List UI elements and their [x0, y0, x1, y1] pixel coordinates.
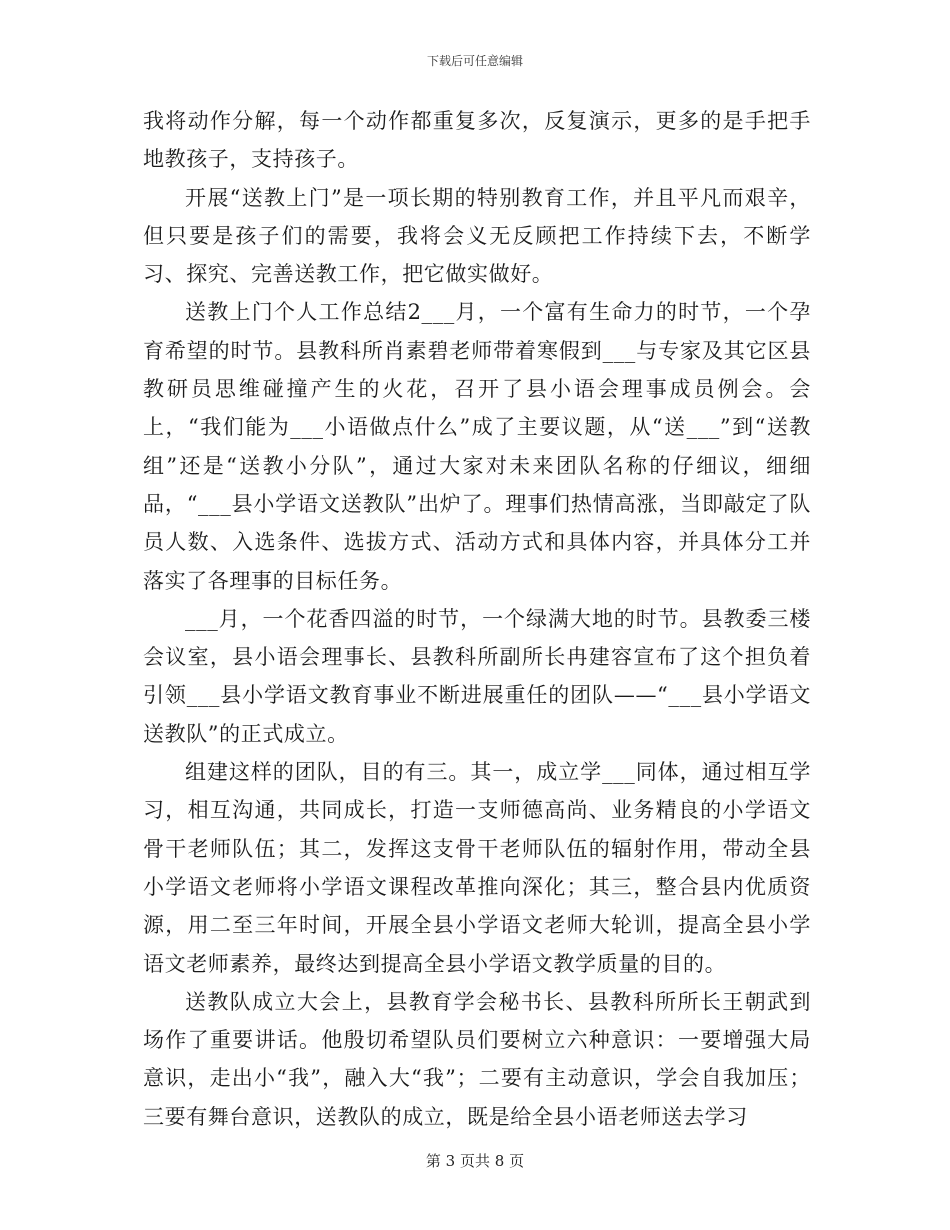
page-header: 下载后可任意编辑	[426, 54, 523, 68]
paragraph-3: 送教上门个人工作总结2___月，一个富有生命力的时节，一个孕育希望的时节。县教科所肖素碧老师带着寒假到___与专家及其它区县教研员思维碰撞产生的火花，召开了县小语会理事成员例会。会上，“我们能为___小语做点什么”成了主要议题，从“送___”到“送教组”还是“送教小分队”，通过大家对未来团队名称的仔细议，细细品，“___县小学语文送教队”出炉了。理事们热情高涨，当即敲定了队员人数、入选条件、选拔方式、活动方式和具体内容，并具体分工并落实了各理事的目标任务。	[143, 300, 811, 593]
paragraph-1: 我将动作分解，每一个动作都重复多次，反复演示，更多的是手把手地教孩子，支持孩子。	[143, 109, 811, 172]
page-number: 第 3 页共 8 页	[425, 1152, 525, 1170]
document-body	[143, 102, 811, 1136]
paragraph-2: 开展“送教上门”是一项长期的特别教育工作，并且平凡而艰辛，但只要是孩子们的需要，我将会义无反顾把工作持续下去，不断学习、探究、完善送教工作，把它做实做好。	[143, 185, 811, 287]
paragraph-4: ___月，一个花香四溢的时节，一个绿满大地的时节。县教委三楼会议室，县小语会理事长、县教科所副所长冉建容宣布了这个担负着引领___县小学语文教育事业不断进展重任的团队——“___县小学语文送教队”的正式成立。	[143, 606, 811, 746]
paragraph-6: 送教队成立大会上，县教育学会秘书长、县教科所所长王朝武到场作了重要讲话。他殷切希望队员们要树立六种意识：一要增强大局意识，走出小“我”，融入大“我”；二要有主动意识，学会自我加压；三要有舞台意识，送教队的成立，既是给全县小语老师送去学习	[143, 989, 811, 1129]
paragraph-5: 组建这样的团队，目的有三。其一，成立学___同体，通过相互学习，相互沟通，共同成长，打造一支师德高尚、业务精良的小学语文骨干老师队伍；其二，发挥这支骨干老师队伍的辐射作用，带动全县小学语文老师将小学语文课程改革推向深化；其三，整合县内优质资源，用二至三年时间，开展全县小学语文老师大轮训，提高全县小学语文老师素养，最终达到提高全县小学语文教学质量的目的。	[143, 760, 811, 976]
